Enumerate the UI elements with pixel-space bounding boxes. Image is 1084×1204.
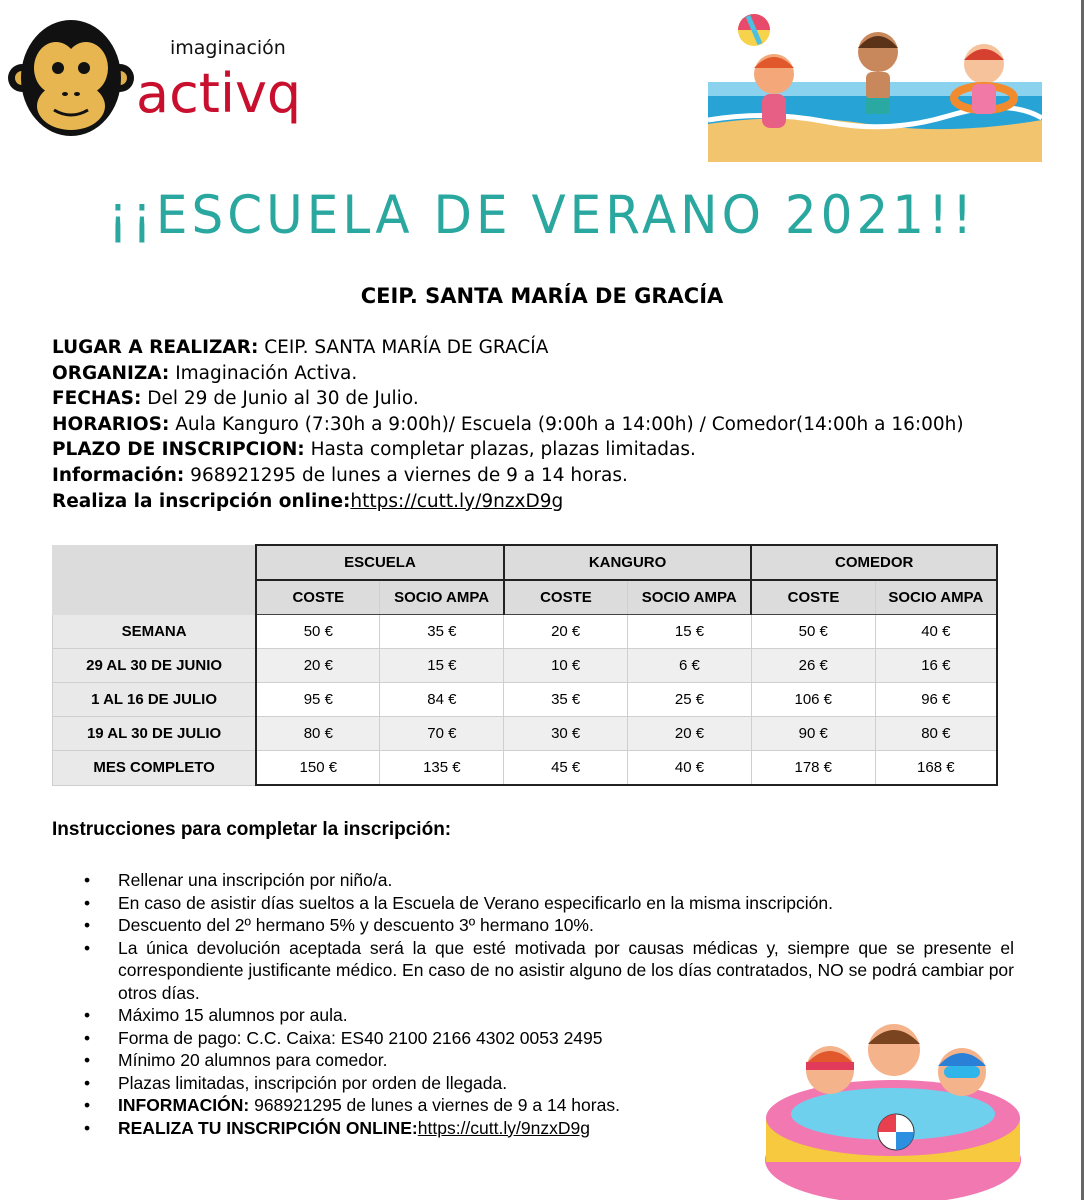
list-item-text: Plazas limitadas, inscripción por orden de llegada. bbox=[118, 1072, 508, 1093]
beach-kids-illustration bbox=[708, 12, 1042, 162]
online-link[interactable]: https://cutt.ly/9nzxD9g bbox=[417, 1117, 590, 1138]
price-cell: 84 € bbox=[380, 683, 504, 717]
list-item-text: En caso de asistir días sueltos a la Escuela de Verano especificarlo en la misma inscripción. bbox=[118, 892, 833, 913]
table-subheader-row bbox=[53, 580, 998, 615]
list-item bbox=[52, 892, 1014, 915]
bullet-icon: • bbox=[84, 1117, 91, 1138]
info-label: LUGAR A REALIZAR: bbox=[52, 337, 259, 358]
page-title: ¡¡ESCUELA DE VERANO 2021!! bbox=[107, 184, 977, 246]
price-cell: 20 € bbox=[504, 615, 628, 649]
info-block bbox=[52, 335, 1052, 514]
instructions-title: Instrucciones para completar la inscripción: bbox=[52, 819, 452, 840]
row-label: 19 AL 30 DE JULIO bbox=[53, 717, 257, 751]
list-item-text: Rellenar una inscripción por niño/a. bbox=[118, 870, 393, 890]
price-cell: 20 € bbox=[628, 717, 752, 751]
list-item-text: Descuento del 2º hermano 5% y descuento 3º hermano 10%. bbox=[118, 915, 594, 935]
price-cell: 15 € bbox=[628, 615, 752, 649]
list-item bbox=[52, 937, 1014, 1005]
info-line-online bbox=[52, 489, 1052, 515]
price-cell: 80 € bbox=[875, 717, 997, 751]
table-row bbox=[53, 615, 998, 649]
imaginacion-activa-logo bbox=[8, 16, 308, 146]
info-label: Información: bbox=[52, 464, 185, 486]
table-row bbox=[53, 751, 998, 786]
monkey-logo-icon bbox=[8, 16, 308, 146]
info-label: HORARIOS: bbox=[52, 413, 170, 435]
pool-kids-illustration bbox=[758, 1010, 1028, 1200]
table-corner-cell bbox=[53, 580, 257, 615]
price-cell: 40 € bbox=[628, 751, 752, 786]
bullet-icon: • bbox=[84, 937, 91, 958]
subheader-cell: COSTE bbox=[504, 580, 628, 615]
row-label: MES COMPLETO bbox=[53, 751, 257, 786]
price-cell: 35 € bbox=[504, 683, 628, 717]
price-cell: 90 € bbox=[751, 717, 875, 751]
logo-big-text: activq bbox=[136, 62, 302, 125]
table-row bbox=[53, 683, 998, 717]
info-label: FECHAS: bbox=[52, 388, 142, 410]
price-cell: 50 € bbox=[256, 615, 380, 649]
list-item bbox=[52, 914, 1014, 937]
list-item bbox=[52, 869, 1014, 892]
list-item-text: Máximo 15 alumnos por aula. bbox=[118, 1005, 348, 1025]
bullet-icon: • bbox=[84, 1072, 91, 1093]
price-cell: 70 € bbox=[380, 717, 504, 751]
price-cell: 16 € bbox=[875, 649, 997, 683]
info-line-fechas bbox=[52, 386, 1052, 412]
price-cell: 45 € bbox=[504, 751, 628, 786]
table-corner-cell bbox=[53, 545, 257, 580]
info-value: 968921295 de lunes a viernes de 9 a 14 horas. bbox=[249, 1095, 620, 1115]
price-cell: 50 € bbox=[751, 615, 875, 649]
row-label: SEMANA bbox=[53, 615, 257, 649]
logo-small-text: imaginación bbox=[170, 37, 286, 59]
price-cell: 80 € bbox=[256, 717, 380, 751]
bullet-icon: • bbox=[84, 1005, 91, 1025]
price-cell: 15 € bbox=[380, 649, 504, 683]
info-label: PLAZO DE INSCRIPCION: bbox=[52, 439, 305, 461]
price-cell: 10 € bbox=[504, 649, 628, 683]
bullet-icon: • bbox=[84, 1027, 91, 1048]
price-cell: 106 € bbox=[751, 683, 875, 717]
table-row bbox=[53, 649, 998, 683]
info-value: Aula Kanguro (7:30h a 9:00h)/ Escuela (9:00h a 14:00h) / Comedor(14:00h a 16:00h) bbox=[169, 413, 964, 435]
info-value: Del 29 de Junio al 30 de Julio. bbox=[141, 388, 419, 410]
price-table bbox=[52, 544, 998, 786]
info-label: ORGANIZA: bbox=[52, 362, 170, 384]
price-cell: 30 € bbox=[504, 717, 628, 751]
row-label: 1 AL 16 DE JULIO bbox=[53, 683, 257, 717]
group-header-escuela: ESCUELA bbox=[256, 545, 504, 580]
info-line-lugar bbox=[52, 335, 1052, 361]
subheader-cell: SOCIO AMPA bbox=[380, 580, 504, 615]
online-label: Realiza la inscripción online: bbox=[52, 490, 351, 512]
info-value: 968921295 de lunes a viernes de 9 a 14 horas. bbox=[184, 464, 628, 486]
price-cell: 6 € bbox=[628, 649, 752, 683]
subheader-cell: COSTE bbox=[751, 580, 875, 615]
subheader-cell: COSTE bbox=[256, 580, 380, 615]
info-label: INFORMACIÓN: bbox=[118, 1095, 250, 1115]
price-cell: 40 € bbox=[875, 615, 997, 649]
bullet-icon: • bbox=[84, 915, 91, 935]
online-link[interactable]: https://cutt.ly/9nzxD9g bbox=[350, 490, 564, 512]
group-header-kanguro: KANGURO bbox=[504, 545, 752, 580]
info-line-organiza bbox=[52, 361, 1052, 387]
table-row bbox=[53, 717, 998, 751]
list-item-text: La única devolución aceptada será la que esté motivada por causas médicas y, siempre que se presente el correspondiente justificante médico. En caso de no asistir alguno de los días contratados, NO se podrá cambiar por otros días. bbox=[118, 937, 1014, 1003]
bullet-icon: • bbox=[84, 892, 91, 913]
price-cell: 20 € bbox=[256, 649, 380, 683]
info-value: CEIP. SANTA MARÍA DE GRACÍA bbox=[258, 337, 549, 358]
price-cell: 25 € bbox=[628, 683, 752, 717]
price-cell: 150 € bbox=[256, 751, 380, 786]
list-item-text: Forma de pago: C.C. Caixa: ES40 2100 2166 4302 0053 2495 bbox=[118, 1027, 603, 1048]
price-cell: 26 € bbox=[751, 649, 875, 683]
subheader-cell: SOCIO AMPA bbox=[628, 580, 752, 615]
info-line-plazo bbox=[52, 437, 1052, 463]
info-line-informacion bbox=[52, 463, 1052, 489]
price-cell: 96 € bbox=[875, 683, 997, 717]
price-cell: 95 € bbox=[256, 683, 380, 717]
bullet-icon: • bbox=[84, 1050, 91, 1070]
info-value: Imaginación Activa. bbox=[169, 362, 358, 384]
list-item-text: Mínimo 20 alumnos para comedor. bbox=[118, 1050, 388, 1070]
table-group-header-row bbox=[53, 545, 998, 580]
price-cell: 168 € bbox=[875, 751, 997, 786]
info-value: Hasta completar plazas, plazas limitadas. bbox=[304, 439, 696, 461]
school-subtitle: CEIP. SANTA MARÍA DE GRACÍA bbox=[360, 284, 724, 308]
info-line-horarios bbox=[52, 412, 1052, 438]
row-label: 29 AL 30 DE JUNIO bbox=[53, 649, 257, 683]
bullet-icon: • bbox=[84, 1095, 91, 1115]
price-cell: 35 € bbox=[380, 615, 504, 649]
group-header-comedor: COMEDOR bbox=[751, 545, 997, 580]
subheader-cell: SOCIO AMPA bbox=[875, 580, 997, 615]
online-label: REALIZA TU INSCRIPCIÓN ONLINE: bbox=[118, 1117, 418, 1138]
price-cell: 135 € bbox=[380, 751, 504, 786]
price-cell: 178 € bbox=[751, 751, 875, 786]
bullet-icon: • bbox=[84, 870, 91, 890]
